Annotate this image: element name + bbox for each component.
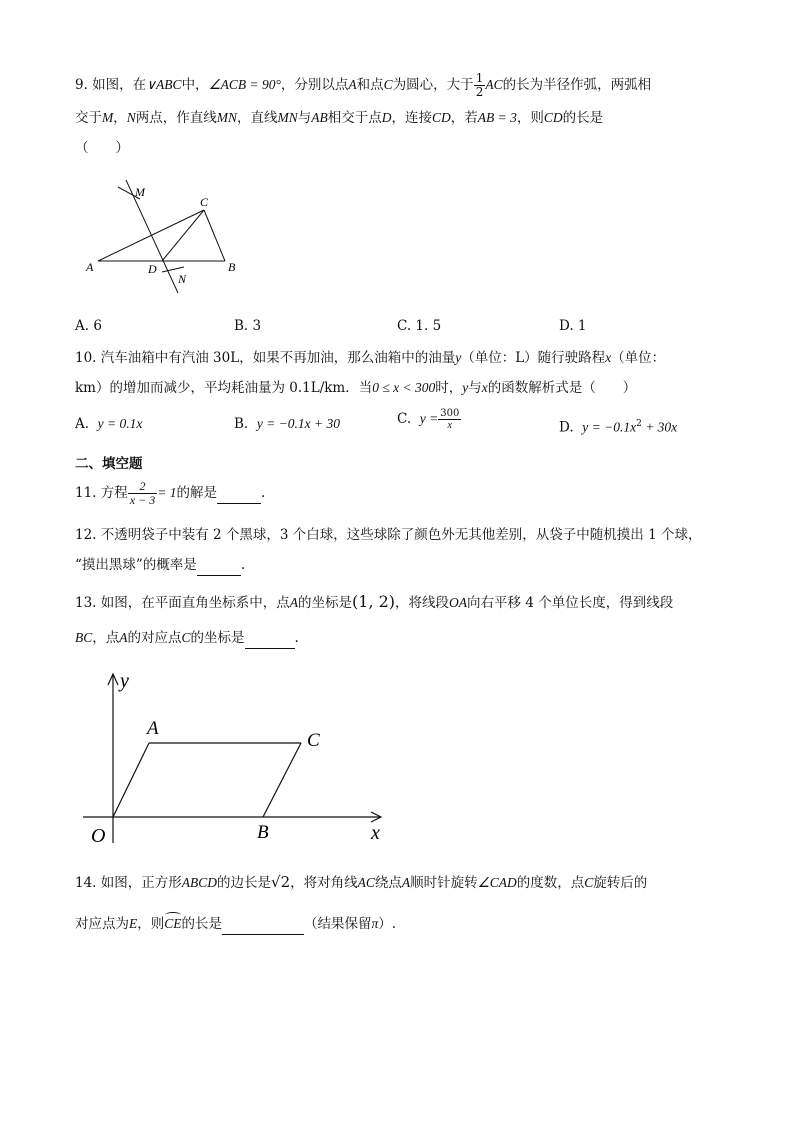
- q12-answer-blank[interactable]: [197, 555, 241, 576]
- label-m: M: [135, 185, 145, 199]
- segment-cd: [162, 210, 204, 261]
- segment-bc: [204, 210, 225, 261]
- q9-line1: 9. 如图，在∨ABC中，∠ACB = 90°，分别以点A和点C为圆心，大于 $\frac{1}{2}$ AC的长为半径作弧，两弧相: [75, 71, 652, 99]
- q10-option-c: C. y = $\frac{300}{x}$: [397, 408, 460, 431]
- label-o: O: [91, 825, 106, 847]
- segment-oa: [113, 743, 149, 817]
- q11-answer-blank[interactable]: [217, 483, 261, 504]
- q13-coordinate-figure: [75, 665, 395, 850]
- q14-line2: 对应点为E，则 CE的长是 （结果保留π）.: [75, 914, 396, 935]
- section-title-fill-in: 二、填空题: [75, 456, 143, 472]
- q11-fraction: $\frac{2}{x - 3}$: [129, 479, 156, 507]
- label-n: N: [178, 272, 187, 286]
- half-fraction: $\frac{1}{2}$: [475, 71, 484, 99]
- label-c: C: [200, 195, 209, 209]
- q13-line2: BC，点A的对应点C的坐标是 .: [75, 628, 299, 649]
- q9-line2: 交于M，N两点，作直线MN，直线MN与AB相交于点D，连接CD，若AB = 3，则CD的长是: [75, 110, 604, 126]
- q10-line1: 10. 汽车油箱中有汽油 30L，如果不再加油，那么油箱中的油量y（单位：L）随行驶路程x（单位：: [75, 350, 666, 366]
- q10-option-b: B. y = −0.1x + 30: [234, 416, 341, 432]
- label-a: A: [147, 718, 159, 739]
- q13-line1: 13. 如图，在平面直角坐标系中，点A的坐标是(1, 2)，将线段OA向右平移 4 个单位长度，得到线段: [75, 592, 674, 611]
- q13-answer-blank[interactable]: [245, 628, 295, 649]
- q9-option-b: B. 3: [234, 318, 262, 334]
- label-d: D: [148, 262, 157, 276]
- arc-ce: CE: [164, 914, 181, 934]
- line-mn: [126, 180, 178, 293]
- q14-line1: 14. 如图，正方形ABCD的边长是√2，将对角线AC绕点A顺时针旋转∠CAD的度数，点C旋转后的: [75, 873, 648, 891]
- label-b: B: [257, 822, 269, 843]
- q9-option-d: D. 1: [559, 318, 587, 334]
- q12-line1: 12. 不透明袋子中装有 2 个黑球，3 个白球，这些球除了颜色外无其他差别，从袋子中随机摸出 1 个球，: [75, 527, 702, 543]
- q10-option-d: D. $y = -0.1x^2 + 30x$: [559, 419, 678, 436]
- label-x: x: [371, 822, 380, 844]
- q10-line2: km）的增加而减少，平均耗油量为 0.1L/km．当0 ≤ x < 300时，y与x的函数解析式是（ ）: [75, 380, 637, 396]
- q9-triangle-figure: [80, 175, 250, 295]
- q12-line2: “摸出黑球”的概率是 .: [75, 555, 245, 576]
- label-b: B: [228, 260, 236, 274]
- q9-option-a: A. 6: [75, 318, 102, 334]
- label-y: y: [120, 670, 129, 692]
- label-a: A: [86, 260, 94, 274]
- label-c: C: [307, 730, 320, 751]
- segment-bc: [263, 743, 301, 817]
- q14-answer-blank[interactable]: [222, 914, 304, 935]
- q10-option-a: A. y = 0.1x: [75, 416, 143, 432]
- q9-answer-paren: （ ）: [75, 140, 129, 156]
- q9-option-c: C. 1. 5: [397, 318, 442, 334]
- q11-line: 11. 方程 $\frac{2}{x - 3}$ = 1的解是 .: [75, 479, 266, 507]
